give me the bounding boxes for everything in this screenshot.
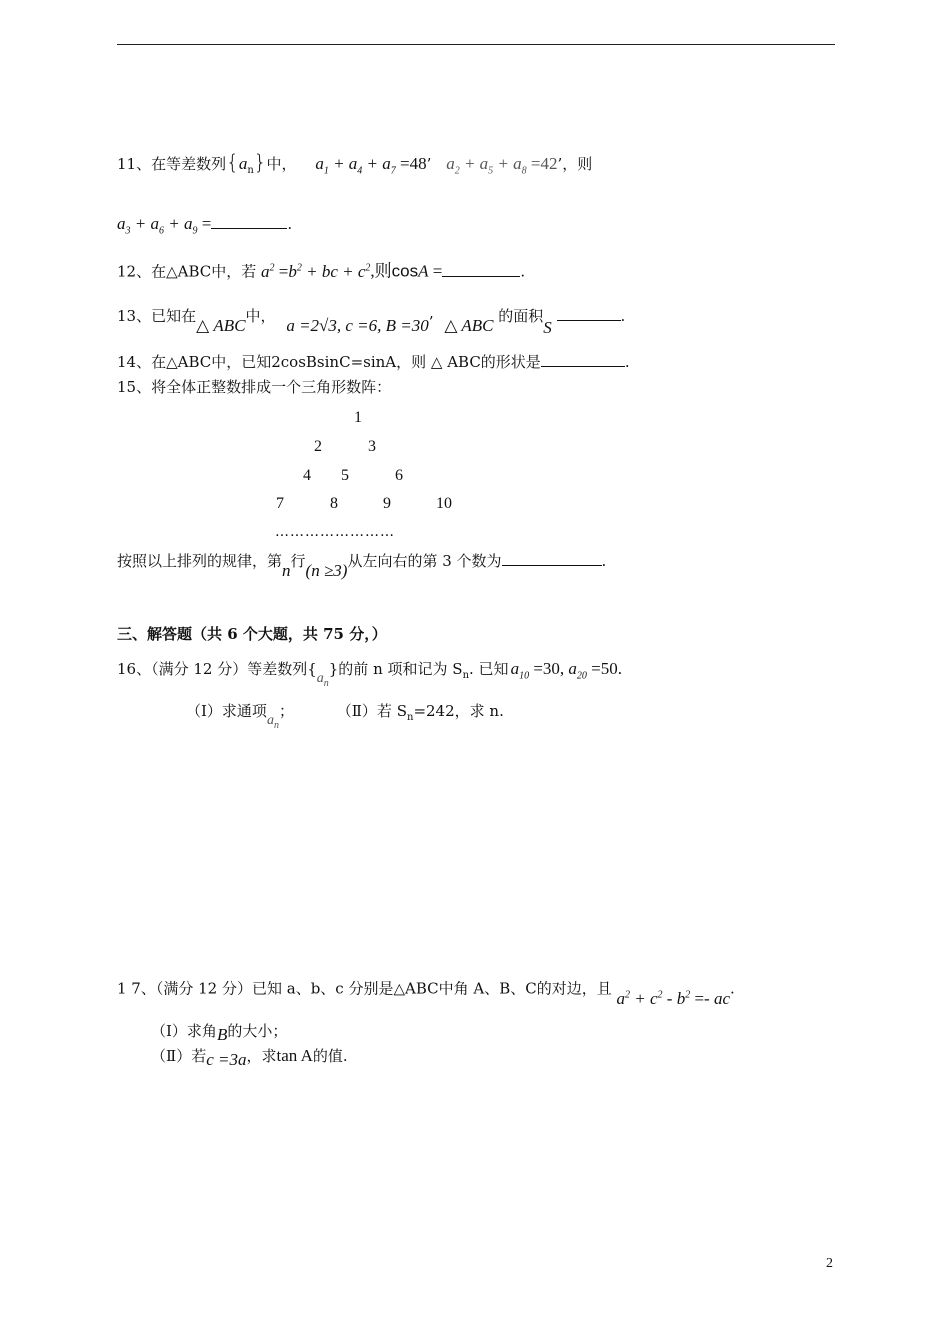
question-15-rule: 按照以上排列的规律，第n行(n ≥3)从左向右的第 3 个数为 . xyxy=(117,552,607,580)
triangle-number: 4 xyxy=(303,467,311,484)
answer-blank-13 xyxy=(557,312,621,321)
triangle-number: 5 xyxy=(341,467,349,484)
question-17-part2: （Ⅱ）若c =3a，求tan A的值. xyxy=(151,1046,348,1069)
header-rule xyxy=(117,44,835,45)
section-heading: 三、解答题（共 6 个大题，共 75 分，） xyxy=(117,625,387,643)
question-12: 12、在△ABC中，若 $a^2 =b^2$ + bc + $c^2$,则cosA = . xyxy=(117,261,526,281)
question-17: 1 7、（满分 12 分）已知 a、b、c 分别是△ABC中角 A、B、C的对边，且 $a^2 + c^2 - b^2$ =- ac. xyxy=(117,979,735,1008)
question-11: 11、在等差数列$\{a_n\}$中， $a_1 + a_4 + a_7 =48$’ $a_2 + a_5 + a_8 =42$’，则 xyxy=(117,150,593,177)
question-17-part1: （Ⅰ）求角B的大小； xyxy=(151,1022,288,1044)
answer-blank-12 xyxy=(442,268,520,277)
page-number: 2 xyxy=(826,1256,833,1271)
question-16: 16、（满分 12 分）等差数列$\{a_n\}$的前 n 项和记为 $S_n$. 已知 $a_{10} =30$, $a_{20} =50$. xyxy=(117,659,622,689)
triangle-number: 3 xyxy=(368,438,376,455)
q16-given: $a_{10} =30$, $a_{20} =50$. xyxy=(510,659,622,682)
triangle-number: 2 xyxy=(314,438,322,455)
triangle-number: 6 xyxy=(395,467,403,484)
q11-eq1: $a_1 + a_4 + a_7 =48$ xyxy=(315,154,427,177)
q11-mid: 中， xyxy=(266,155,297,173)
triangle-number: 10 xyxy=(436,495,452,512)
question-15: 15、将全体正整数排成一个三角形数阵： xyxy=(117,378,392,396)
triangle-ellipsis: …………………… xyxy=(275,524,395,540)
triangle-number: 9 xyxy=(383,495,391,512)
q11-eq3: $a_3 + a_6 + a_9$ = xyxy=(117,214,212,237)
question-16-parts: （Ⅰ）求通项$a_n$； （Ⅱ）若 $S_n=242$，求 n. xyxy=(186,702,504,731)
answer-blank-15 xyxy=(502,551,602,566)
q13-cond: a =2√3, c =6, B =30 xyxy=(286,316,429,335)
answer-blank-11 xyxy=(211,214,287,229)
q11-eq2: $a_2 + a_5 + a_8 =42$ xyxy=(446,154,558,177)
q17-cond: $a^2 + c^2 - b^2$ =- ac xyxy=(616,988,731,1008)
triangle-number: 7 xyxy=(276,495,284,512)
question-14: 14、在△ABC中，已知2cosBsinC=sinA，则 △ ABC的形状是 . xyxy=(117,353,630,371)
q11-seq: a xyxy=(238,154,248,173)
triangle-number: 8 xyxy=(330,495,338,512)
question-13: 13、已知在△ ABC中， a =2√3, c =6, B =30’ △ ABC 的面积S . xyxy=(117,307,626,337)
question-11-line2: $a_3 + a_6 + a_9$ = . xyxy=(117,214,293,237)
q11-prefix: 11、在等差数列 xyxy=(117,155,227,173)
answer-blank-14 xyxy=(541,352,625,367)
q12-cond: $a^2 =b^2$ + bc + $c^2$ xyxy=(261,261,371,281)
triangle-number: 1 xyxy=(354,409,362,426)
